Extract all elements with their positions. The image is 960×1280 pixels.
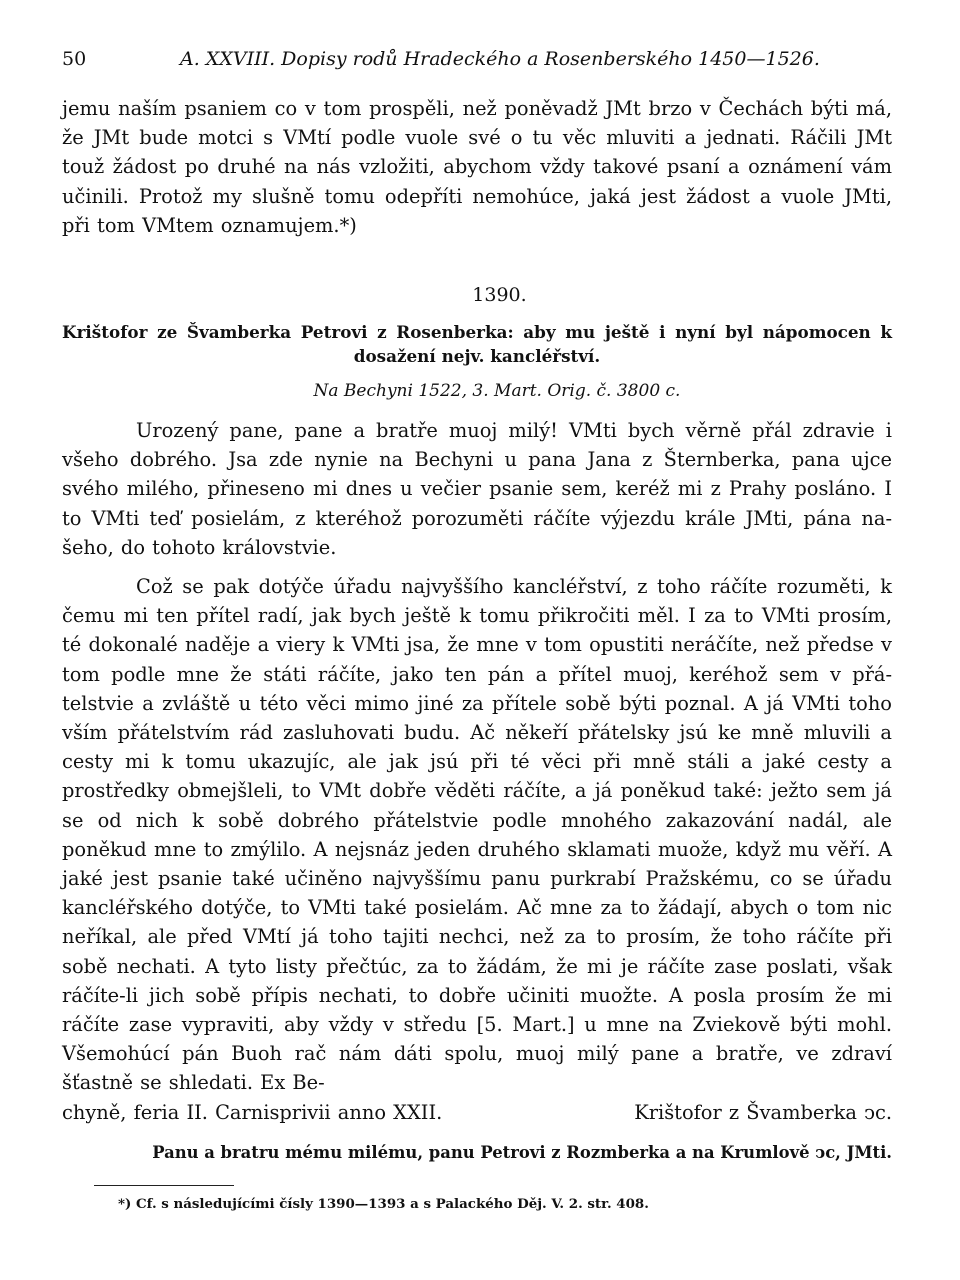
text-line: I to VMti teď posielám, z kteréhož porozuměti ráčíte výjezdu krále JMti, pána na- [62,477,892,530]
text-line: rač nám dáti spolu, muoj milý pane a bratře, ve zdraví šťastně se shledati. Ex Be- [62,1042,893,1095]
text-line: listy přečtúc, za to žádám, že mi je ráčíte zase poslati, však ráčíte-li jich sobě [62,954,892,1007]
text-line: touž žádost po druhé na nás vzložiti, abychom vždy takové psaní a oznámení vám [62,155,892,179]
letter-paragraph-2 [62,572,892,1098]
running-title: A. XXVIII. Dopisy rodů Hradeckého a Rosenberského 1450—1526. [180,48,820,70]
signature: Krištofor z Švamberka ͻc. [634,1100,892,1124]
text-line: k sobě dobrého přátelstvie podle mnohého zakazování nadál, ale poněkud mne to [62,808,892,861]
source-note: Na Bechyni 1522, 3. Mart. Orig. č. 3800 c. [313,381,681,402]
book-page [62,44,892,1214]
text-line: při tom VMtem oznamujem.*) [62,213,357,237]
regest-line: Krištofor ze Švamberka Petrovi z Rosenberka: aby mu ještě i nyní byl nápomocen k dosažení [62,322,892,367]
text-line: jemu naším psaniem co v tom prospěli, než poněvadž JMt brzo v Čechách býti má, [62,97,892,120]
text-line: VMtí já toho tajiti nechci, než za to prosím, že toho ráčíte při sobě nechati. A tyto [62,925,892,978]
text-line: také učiněno najvyššímu panu purkrabí Pražskému, co se úřadu kancléřského dotýče, [62,867,892,920]
text-line: zmýlilo. A nejsnáz jeden druhého sklamati muože, když mu věří. A jaké jest psanie [62,837,892,891]
text-line: přípis nechati, to dobře učiniti muožte. A posla prosím že mi ráčíte zase vypraviti, [62,983,892,1037]
intro-paragraph [62,94,892,240]
document-number: 1390. [472,284,527,307]
footnote-divider [94,1185,234,1186]
text-line: obmejšleli, to VMt dobře věděti ráčíte, a já poněkud také: ježto sem já se od nich [62,779,892,832]
text-line: šeho, do tohoto královstvie. [62,535,337,559]
text-line: to VMti také posielám. Ač mne za to žádají, abych o tom nic neříkal, ale před [62,896,893,949]
text-line: v tom podle mne že státi ráčíte, jako ten pán a přítel muoj, keréhož sem v přá- [62,633,893,686]
text-line: mi k tomu ukazujíc, ale jak jsú při té věci při mně stáli a jaké cesty a prostředky [62,750,892,803]
document-regest [62,320,892,368]
text-line: vším přátelstvím rád zasluhovati budu. Ač někeří přátelsky jsú ke mně mluvili a cesty [62,721,892,774]
letter-paragraph-1 [62,416,892,562]
text-line: učinili. Protož my slušně tomu odepříti nemohúce, jaká jest žádost a vuole JMti, [62,184,892,208]
text-line: i všeho dobrého. Jsa zde nynie na Bechyni u pana Jana z Šternberka, pana ujce [62,419,892,472]
text-line: že JMt bude motci s VMtí podle vuole své o tu věc mluviti a jednati. Ráčili JMt [62,126,892,150]
text-line: svého milého, přineseno mi dnes u večier psanie sem, keréž mi z Prahy posláno. [62,477,877,501]
page-header [62,44,892,74]
text-line: telstvie a zvláště u této věci mimo jiné za přítele sobě býti poznal. A já VMti toho [62,691,892,715]
text-line: mi ten přítel radí, jak bych ještě k tomu přikročiti měl. I za to VMti prosím, té [62,604,892,657]
page-number: 50 [62,48,87,70]
text-line: aby vždy v středu [5. Mart.] u mne na Zviekově býti mohl. Všemohúcí pán Buoh [62,1013,892,1066]
regest-line: nejv. kancléřství. [441,346,601,367]
closing-line [62,1098,892,1127]
text-line: dokonalé naděje a viery k VMti jsa, že mne v tom opustiti neráčíte, než předse [88,633,874,657]
text-line: Což se pak dotýče úřadu najvyššího kancléřství, z toho ráčíte rozuměti, k čemu [62,575,892,628]
date-line: chyně, feria II. Carnisprivii anno XXII. [62,1100,443,1124]
letter-address: Panu a bratru mému milému, panu Petrovi z Rozmberka a na Krumlově ͻc, JMti. [152,1142,892,1162]
text-line: Urozený pane, pane a bratře muoj milý! VMti bych věrně přál zdravie [136,419,875,443]
footnote: *) Cf. s následujícími čísly 1390—1393 a s Palackého Děj. V. 2. str. 408. [118,1195,649,1212]
